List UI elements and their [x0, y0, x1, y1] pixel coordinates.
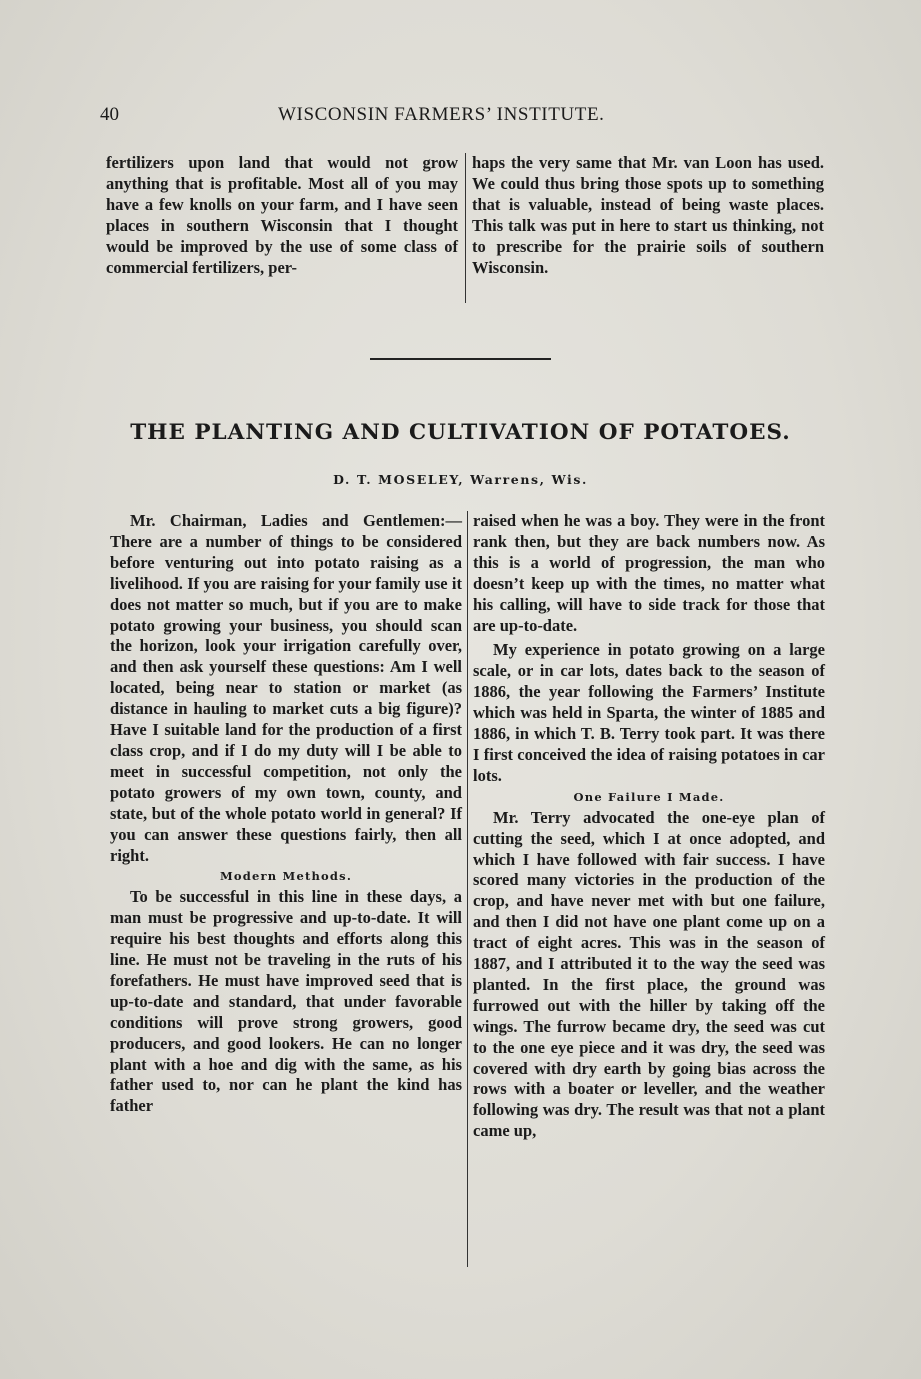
- right-paragraph-1: raised when he was a boy. They were in the front rank then, but they are back numbers now. As this is a world of progression, the man who doesn’t keep up with the times, no matter what his calling, will have to side track for those that are up-to-date.: [473, 511, 825, 635]
- column-divider-top: [465, 153, 466, 303]
- article-left-column: [110, 511, 462, 1117]
- right-paragraph-2: My experience in potato growing on a large scale, or in car lots, dates back to the season of 1886, the year following the Farmers’ Institute which was held in Sparta, the winter of 1885 and 1886, in which T. B. Terry took part. It was there I first conceived the idea of raising potatoes in car lots.: [473, 640, 825, 785]
- article-right-column: [473, 511, 825, 1142]
- top-left-column: [106, 153, 458, 278]
- article-byline: D. T. MOSELEY, Warrens, Wis.: [333, 472, 588, 487]
- top-right-column: [472, 153, 824, 278]
- section-separator-rule: [370, 358, 551, 360]
- page-number: 40: [100, 104, 119, 125]
- right-paragraph-3: Mr. Terry advocated the one-eye plan of cutting the seed, which I at once adopted, and which I have followed with fair success. I have scored many victories in the production of the crop, and have never met with but one failure, and then I did not have one plant come up on a tract of eight acres. This was in the season of 1887, and I attributed it to the way the seed was planted. In the first place, the ground was furrowed out with the hiller by taking off the wings. The furrow became dry, the seed was cut to the one eye piece and it was dry, the seed was covered with dry earth by going bias across the rows with a boater or leveller, and the weather following was dry. The result was that not a plant came up,: [473, 807, 825, 1141]
- left-paragraph-2: To be successful in this line in these days, a man must be progressive and up-to-date. It will require his best thoughts and efforts along this line. He must not be traveling in the ruts of his forefathers. He must have improved seed that is up-to-date and standard, that under favorable conditions will prove strong growers, good producers, and good lookers. He can no longer plant with a hoe and dig with the same, as his father used to, nor can he plant the kind has father: [110, 887, 462, 1116]
- article-title: THE PLANTING AND CULTIVATION OF POTATOES.: [130, 420, 791, 445]
- running-title: WISCONSIN FARMERS’ INSTITUTE.: [278, 104, 605, 125]
- top-right-paragraph: haps the very same that Mr. van Loon has used. We could thus bring those spots up to something that is valuable, instead of being waste places. This talk was put in here to start us thinking, not to prescribe for the prairie soils of southern Wisconsin.: [472, 153, 824, 277]
- subheading-one-failure: One Failure I Made.: [573, 789, 725, 804]
- subheading-modern-methods: Modern Methods.: [219, 869, 353, 884]
- column-divider-main: [467, 511, 468, 1267]
- page-header: [100, 104, 824, 130]
- left-paragraph-1: Mr. Chairman, Ladies and Gentlemen:—There are a number of things to be considered before venturing out into potato raising as a livelihood. If you are raising for your family use it does not matter so much, but if you are to make potato growing your business, you should scan the horizon, look your irrigation carefully over, and then ask yourself these questions: Am I well located, being near to station or market (as distance in hauling to market cuts a big figure)? Have I suitable land for the production of a first class crop, and if I do my duty will I be able to meet in successful competition, not only the potato growers of my own town, county, and state, but of the whole potato world in general? If you can answer these questions fairly, then all right.: [110, 511, 462, 865]
- top-left-paragraph: fertilizers upon land that would not grow anything that is profitable. Most all of you may have a few knolls on your farm, and I have seen places in southern Wisconsin that I thought would be improved by the use of some class of commercial fertilizers, per-: [106, 153, 458, 277]
